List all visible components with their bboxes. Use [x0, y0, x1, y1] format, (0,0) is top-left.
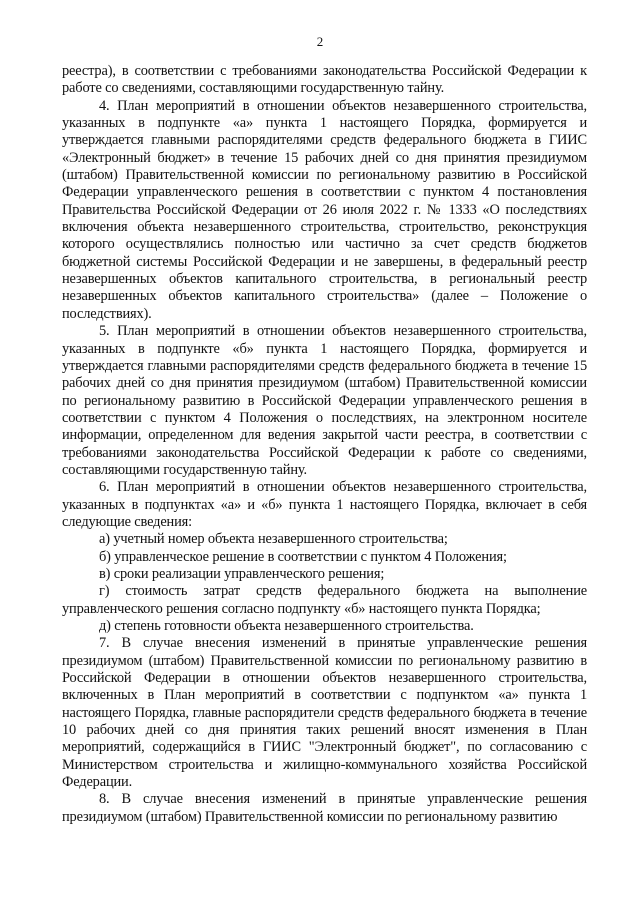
- document-body: [62, 63, 587, 826]
- paragraph-7: 7. В случае внесения изменений в принятые управленческие решения президиумом (штабом) Правительственной комиссии по региональному развитию в Российской Федерации в отношении объектов незавершенного строительства, включенных в План мероприятий в соответствии с подпунктом «а» пункта 1 настоящего Порядка, главные распорядители средств федерального бюджета в течение 10 рабочих дней со дня принятия таких решений вносят изменения в План мероприятий, содержащийся в ГИИС "Электронный бюджет", по согласованию с Министерством строительства и жилищно-коммунального хозяйства Российской Федерации.: [62, 635, 587, 791]
- page-number: 2: [316, 34, 324, 49]
- paragraph-continuation: реестра), в соответствии с требованиями законодательства Российской Федерации к работе со сведениями, составляющими государственную тайну.: [62, 63, 587, 97]
- paragraph-6: 6. План мероприятий в отношении объектов незавершенного строительства, указанных в подпунктах «а» и «б» пункта 1 настоящего Порядка, включает в себя следующие сведения:: [62, 479, 587, 530]
- paragraph-8: 8. В случае внесения изменений в принятые управленческие решения президиумом (штабом) Правительственной комиссии по региональному развитию: [62, 791, 587, 825]
- list-item-d: д) степень готовности объекта незавершенного строительства.: [99, 618, 474, 634]
- list-item-v: в) сроки реализации управленческого решения;: [99, 565, 385, 582]
- list-item-g: г) стоимость затрат средств федерального бюджета на выполнение управленческого решения согласно подпункту «б» настоящего пункта Порядка;: [62, 583, 587, 617]
- list-item-b: б) управленческое решение в соответствии с пунктом 4 Положения;: [99, 548, 507, 565]
- list-item-a: а) учетный номер объекта незавершенного строительства;: [99, 531, 448, 548]
- paragraph-5: 5. План мероприятий в отношении объектов незавершенного строительства, указанных в подпункте «б» пункта 1 настоящего Порядка, формируется и утверждается главными распорядителями средств федерального бюджета в течение 15 рабочих дней со дня принятия президиумом (штабом) Правительственной комиссии по региональному развитию в Российской Федерации управленческого решения в соответствии с пунктом 4 Положения о последствиях, на электронном носителе информации, определенном для ведения закрытой части реестра, в соответствии с требованиями законодательства Российской Федерации к работе со сведениями, составляющими государственную тайну.: [62, 323, 587, 478]
- paragraph-4: 4. План мероприятий в отношении объектов незавершенного строительства, указанных в подпункте «а» пункта 1 настоящего Порядка, формируется и утверждается главными распорядителями средств федерального бюджета в ГИИС «Электронный бюджет» в течение 15 рабочих дней со дня принятия президиумом (штабом) Правительственной комиссии по региональному развитию в Российской Федерации управленческого решения в соответствии с пунктом 4 постановления Правительства Российской Федерации от 26 июля 2022 г. № 1333 «О последствиях включения объекта незавершенного строительства, строительство, реконструкция которого осуществлялись полностью или частично за счет средств бюджетов бюджетной системы Российской Федерации и не завершены, в федеральный реестр незавершенных объектов капитального строительства, в региональный реестр незавершенных объектов капитального строительства» (далее – Положение о последствиях).: [62, 97, 587, 322]
